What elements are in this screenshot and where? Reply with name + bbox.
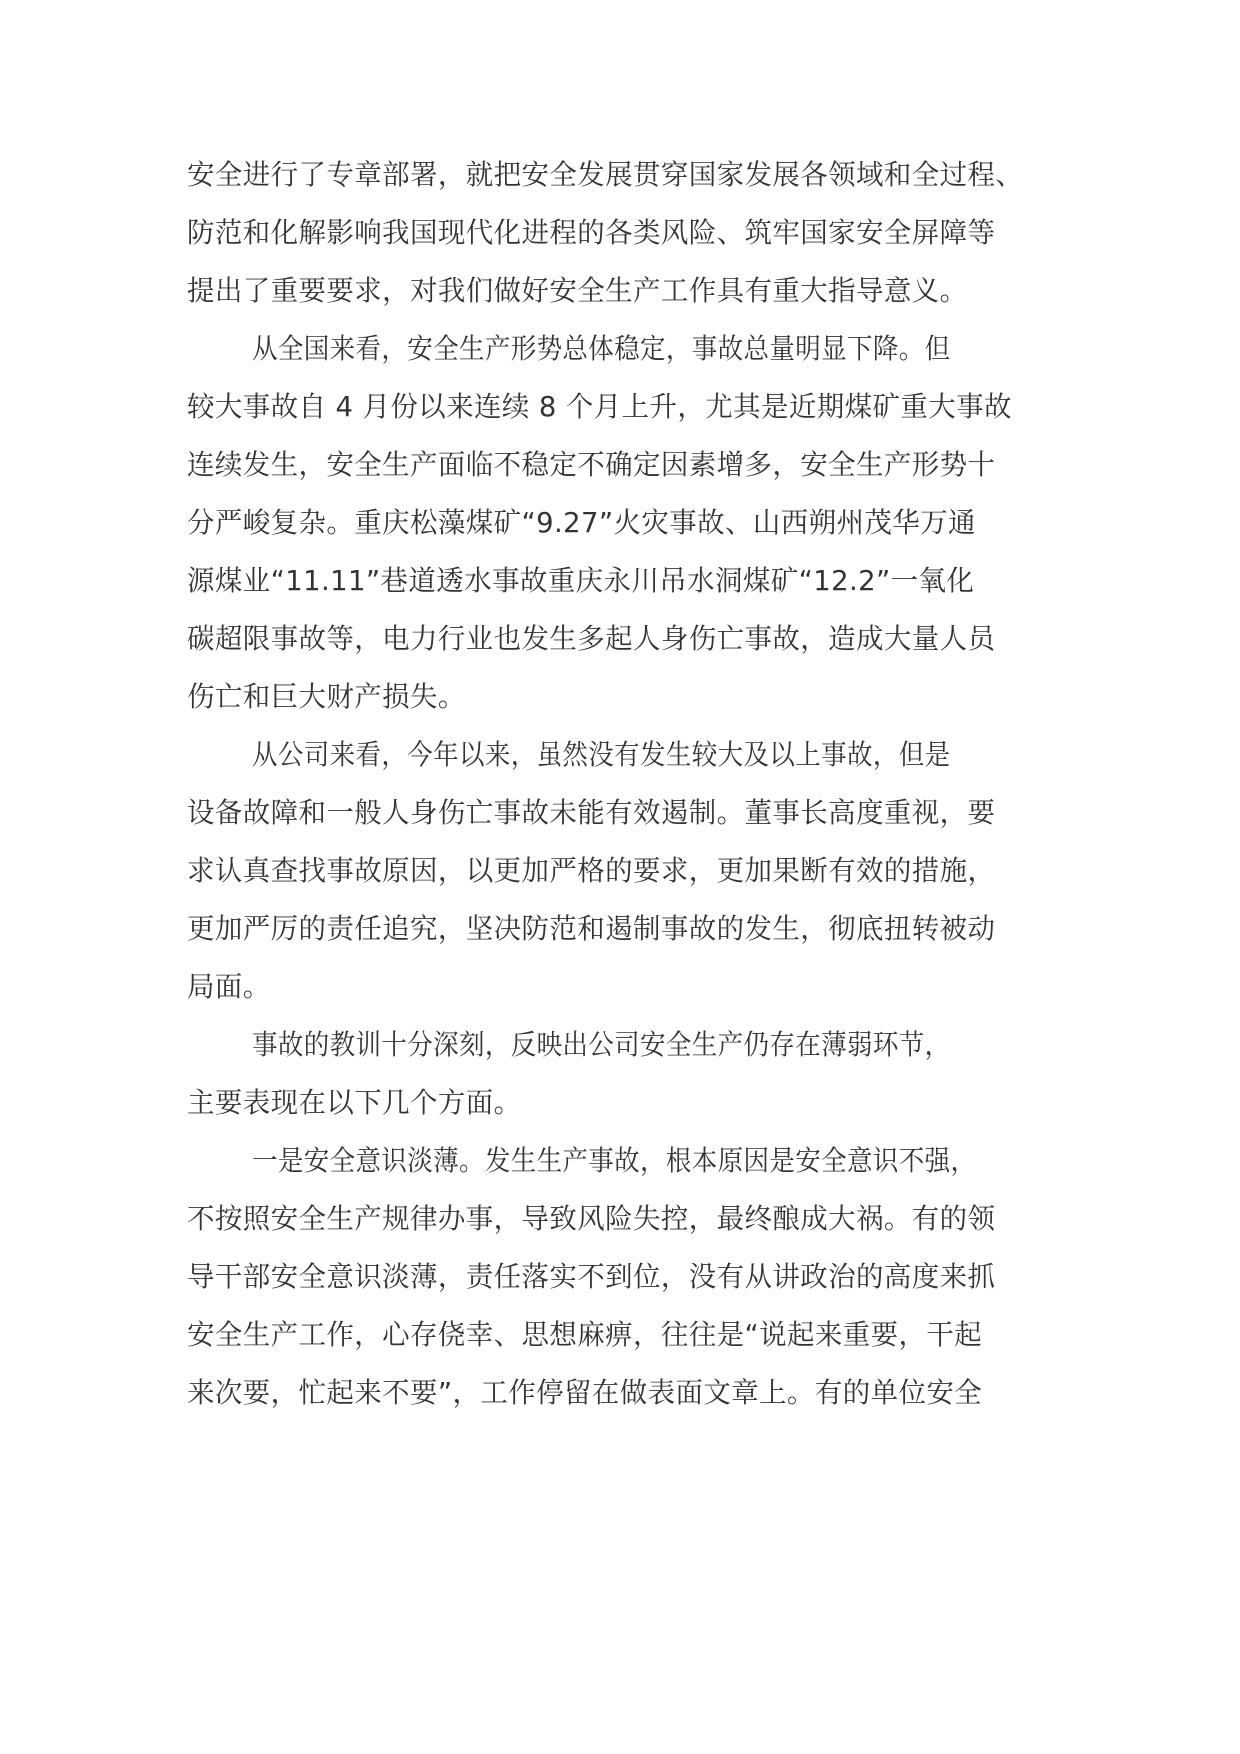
text-line: 碳超限事故等，电力行业也发生多起人身伤亡事故，造成大量人员 bbox=[187, 622, 996, 655]
text-line: 主要表现在以下几个方面。 bbox=[187, 1086, 522, 1119]
paragraph-start-line: 一是安全意识淡薄。发生生产事故，根本原因是安全意识不强， bbox=[252, 1144, 977, 1177]
text-line: 来次要，忙起来不要”，工作停留在做表面文章上。有的单位安全 bbox=[187, 1376, 983, 1409]
paragraph-start-line: 从全国来看，安全生产形势总体稳定，事故总量明显下降。但 bbox=[252, 332, 951, 365]
text-line: 分严峻复杂。重庆松藻煤矿“9.27”火灾事故、山西朔州茂华万通 bbox=[187, 506, 976, 539]
text-line: 更加严厉的责任追究，坚决防范和遏制事故的发生，彻底扭转被动 bbox=[187, 912, 996, 945]
text-line: 不按照安全生产规律办事，导致风险失控，最终酿成大祸。有的领 bbox=[187, 1202, 996, 1235]
text-line: 伤亡和巨大财产损失。 bbox=[187, 680, 466, 713]
text-line: 安全生产工作，心存侥幸、思想麻痹，往往是“说起来重要，干起 bbox=[187, 1318, 983, 1351]
text-line: 设备故障和一般人身伤亡事故未能有效遏制。董事长高度重视，要 bbox=[187, 796, 996, 829]
paragraph-start-line: 从公司来看，今年以来，虽然没有发生较大及以上事故，但是 bbox=[252, 738, 951, 771]
text-line: 提出了重要要求，对我们做好安全生产工作具有重大指导意义。 bbox=[187, 274, 968, 307]
text-line: 防范和化解影响我国现代化进程的各类风险、筑牢国家安全屏障等 bbox=[187, 216, 996, 249]
text-line: 安全进行了专章部署，就把安全发展贯穿国家发展各领域和全过程、 bbox=[187, 158, 1024, 191]
text-line: 求认真查找事故原因，以更加严格的要求，更加果断有效的措施， bbox=[187, 854, 996, 887]
text-line: 较大事故自 4 月份以来连续 8 个月上升，尤其是近期煤矿重大事故 bbox=[187, 390, 1012, 423]
paragraph-start-line: 事故的教训十分深刻，反映出公司安全生产仍存在薄弱环节， bbox=[252, 1028, 951, 1061]
text-line: 局面。 bbox=[187, 970, 271, 1003]
text-line: 导干部安全意识淡薄，责任落实不到位，没有从讲政治的高度来抓 bbox=[187, 1260, 996, 1293]
text-line: 源煤业“11.11”巷道透水事故重庆永川吊水洞煤矿“12.2”一氧化 bbox=[187, 564, 975, 597]
text-line: 连续发生，安全生产面临不稳定不确定因素增多，安全生产形势十 bbox=[187, 448, 996, 481]
